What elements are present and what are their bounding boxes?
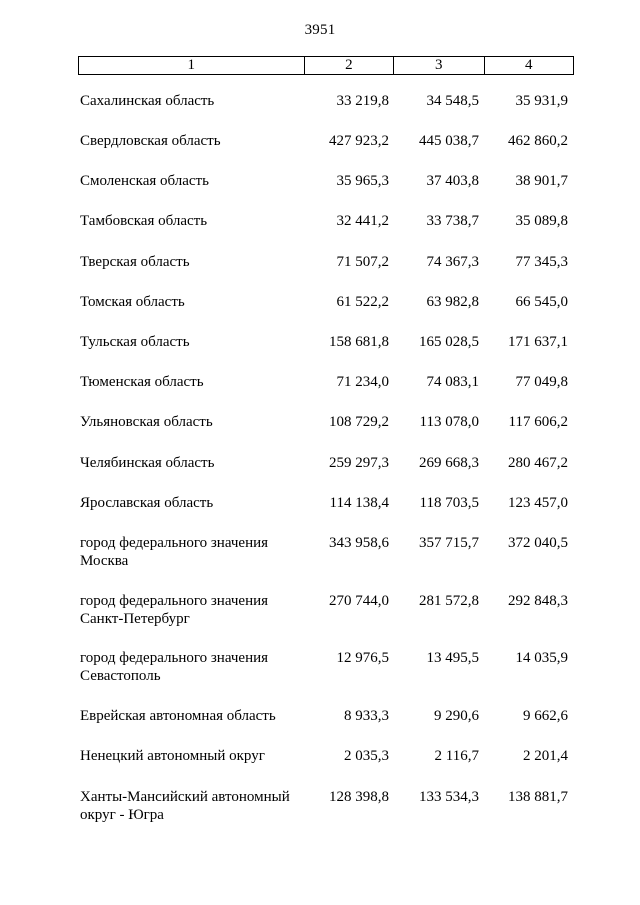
value-col-2: 114 138,4 [329, 495, 389, 511]
value-col-2: 71 507,2 [336, 254, 389, 270]
value-col-4: 38 901,7 [515, 173, 568, 189]
value-col-3: 74 083,1 [426, 374, 479, 390]
value-col-2: 270 744,0 [329, 593, 389, 609]
value-col-2: 71 234,0 [336, 374, 389, 390]
region-name: Томская область [80, 294, 185, 310]
value-col-2: 259 297,3 [329, 455, 389, 471]
region-name: Ярославская область [80, 495, 214, 511]
value-col-3: 445 038,7 [419, 133, 479, 149]
value-col-2: 61 522,2 [336, 294, 389, 310]
region-name: Смоленская область [80, 173, 209, 189]
column-header-2: 2 [304, 57, 393, 75]
value-col-4: 14 035,9 [515, 650, 568, 666]
value-col-2: 32 441,2 [336, 213, 389, 229]
region-name: Тюменская область [80, 374, 204, 390]
value-col-2: 128 398,8 [329, 789, 389, 805]
column-header-row [79, 57, 574, 75]
value-col-4: 280 467,2 [508, 455, 568, 471]
region-name: Тамбовская область [80, 213, 208, 229]
value-col-4: 117 606,2 [508, 414, 568, 430]
region-name: Ненецкий автономный округ [80, 748, 265, 764]
value-col-4: 171 637,1 [508, 334, 568, 350]
column-header-4: 4 [484, 57, 574, 75]
column-header-table [78, 56, 574, 75]
value-col-2: 108 729,2 [329, 414, 389, 430]
value-col-4: 9 662,6 [523, 708, 568, 724]
value-col-3: 37 403,8 [426, 173, 479, 189]
value-col-2: 33 219,8 [336, 93, 389, 109]
region-name: Тверская область [80, 254, 190, 270]
value-col-3: 269 668,3 [419, 455, 479, 471]
region-name: Тульская область [80, 334, 190, 350]
value-col-4: 77 345,3 [515, 254, 568, 270]
region-name: город федерального значения Москва [80, 535, 269, 569]
value-col-2: 427 923,2 [329, 133, 389, 149]
region-name: Еврейская автономная область [80, 708, 276, 724]
value-col-2: 2 035,3 [344, 748, 389, 764]
value-col-4: 35 089,8 [515, 213, 568, 229]
value-col-3: 13 495,5 [426, 650, 479, 666]
value-col-4: 77 049,8 [515, 374, 568, 390]
value-col-2: 12 976,5 [336, 650, 389, 666]
value-col-3: 9 290,6 [434, 708, 479, 724]
value-col-4: 138 881,7 [508, 789, 568, 805]
value-col-4: 66 545,0 [515, 294, 568, 310]
page-number: 3951 [304, 22, 336, 38]
region-name: Ульяновская область [80, 414, 213, 430]
value-col-3: 281 572,8 [419, 593, 479, 609]
value-col-3: 74 367,3 [426, 254, 479, 270]
column-header-1: 1 [79, 57, 305, 75]
region-name: город федерального значения Севастополь [80, 650, 269, 684]
region-name: Ханты-Мансийский автономный округ - Югра [80, 789, 290, 823]
value-col-3: 118 703,5 [419, 495, 479, 511]
value-col-4: 292 848,3 [508, 593, 568, 609]
value-col-3: 133 534,3 [419, 789, 479, 805]
column-header-3: 3 [394, 57, 484, 75]
value-col-3: 33 738,7 [426, 213, 479, 229]
value-col-2: 35 965,3 [336, 173, 389, 189]
value-col-2: 343 958,6 [329, 535, 389, 551]
value-col-4: 372 040,5 [508, 535, 568, 551]
value-col-3: 357 715,7 [419, 535, 479, 551]
region-name: Сахалинская область [80, 93, 215, 109]
value-col-3: 2 116,7 [434, 748, 479, 764]
value-col-3: 165 028,5 [419, 334, 479, 350]
value-col-4: 123 457,0 [508, 495, 568, 511]
region-name: город федерального значения Санкт-Петербург [80, 593, 269, 627]
value-col-4: 35 931,9 [515, 93, 568, 109]
value-col-2: 8 933,3 [344, 708, 389, 724]
region-name: Свердловская область [80, 133, 221, 149]
value-col-2: 158 681,8 [329, 334, 389, 350]
value-col-3: 34 548,5 [426, 93, 479, 109]
value-col-4: 462 860,2 [508, 133, 568, 149]
value-col-4: 2 201,4 [523, 748, 568, 764]
value-col-3: 113 078,0 [419, 414, 479, 430]
value-col-3: 63 982,8 [426, 294, 479, 310]
region-name: Челябинская область [80, 455, 215, 471]
